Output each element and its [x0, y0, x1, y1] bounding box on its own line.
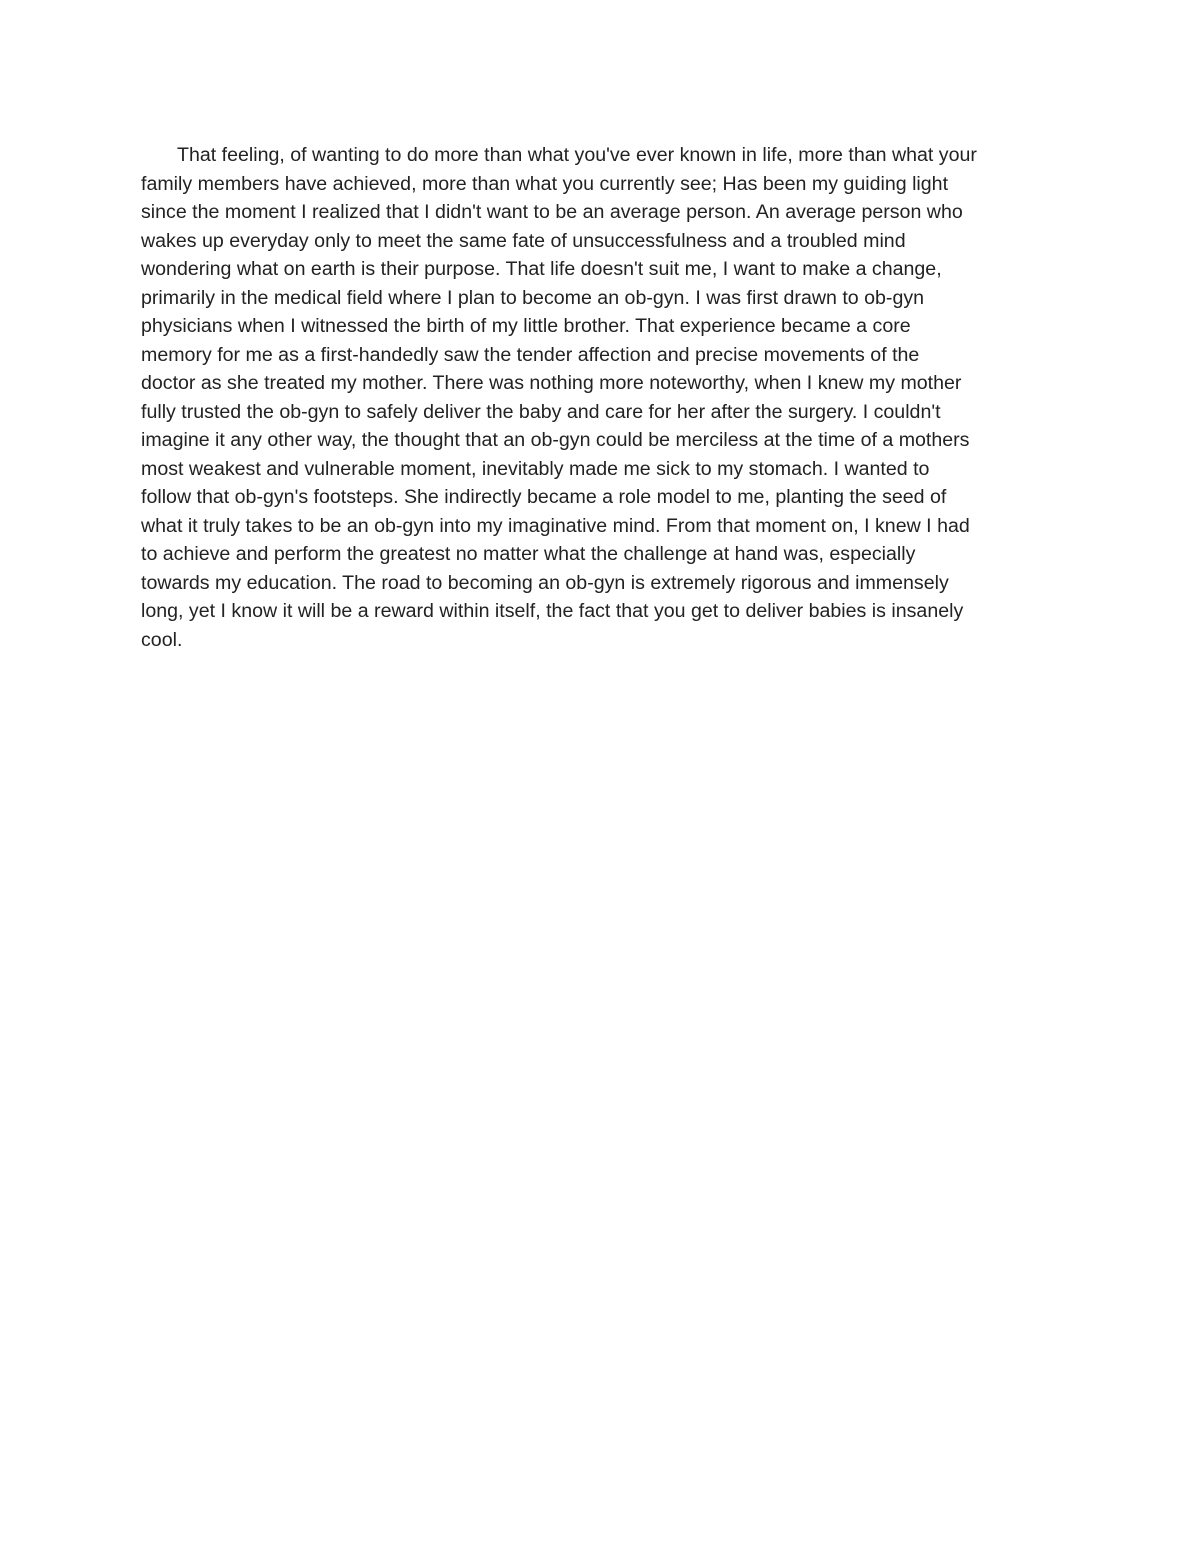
paragraph-line: cool.	[141, 628, 183, 651]
paragraph-line: long, yet I know it will be a reward within itself, the fact that you get to deliver babies is insanely	[141, 600, 964, 622]
paragraph-line: That feeling, of wanting to do more than what you've ever known in life, more than what your	[177, 144, 977, 166]
paragraph-line: wakes up everyday only to meet the same fate of unsuccessfulness and a troubled mind	[141, 229, 906, 252]
paragraph-line: towards my education. The road to becoming an ob-gyn is extremely rigorous and immensely	[141, 571, 949, 594]
essay-paragraph	[141, 141, 1071, 654]
paragraph-line: imagine it any other way, the thought that an ob-gyn could be merciless at the time of a mothers	[141, 429, 970, 451]
paragraph-line: most weakest and vulnerable moment, inevitably made me sick to my stomach. I wanted to	[141, 457, 930, 480]
paragraph-line: what it truly takes to be an ob-gyn into my imaginative mind. From that moment on, I knew I had	[141, 514, 970, 537]
paragraph-line: since the moment I realized that I didn't want to be an average person. An average person who	[141, 201, 963, 223]
paragraph-line: primarily in the medical field where I plan to become an ob-gyn. I was first drawn to ob-gyn	[141, 286, 925, 309]
paragraph-line: memory for me as a first-handedly saw the tender affection and precise movements of the	[141, 343, 920, 366]
paragraph-line: physicians when I witnessed the birth of my little brother. That experience became a core	[141, 315, 911, 337]
paragraph-line: family members have achieved, more than what you currently see; Has been my guiding light	[141, 172, 949, 195]
paragraph-line: follow that ob-gyn's footsteps. She indirectly became a role model to me, planting the seed of	[141, 486, 947, 508]
paragraph-line: fully trusted the ob-gyn to safely deliver the baby and care for her after the surgery. I couldn't	[141, 400, 941, 423]
paragraph-line: to achieve and perform the greatest no matter what the challenge at hand was, especially	[141, 543, 916, 565]
paragraph-line: wondering what on earth is their purpose. That life doesn't suit me, I want to make a change,	[141, 258, 942, 280]
paragraph-line: doctor as she treated my mother. There was nothing more noteworthy, when I knew my mother	[141, 372, 962, 394]
